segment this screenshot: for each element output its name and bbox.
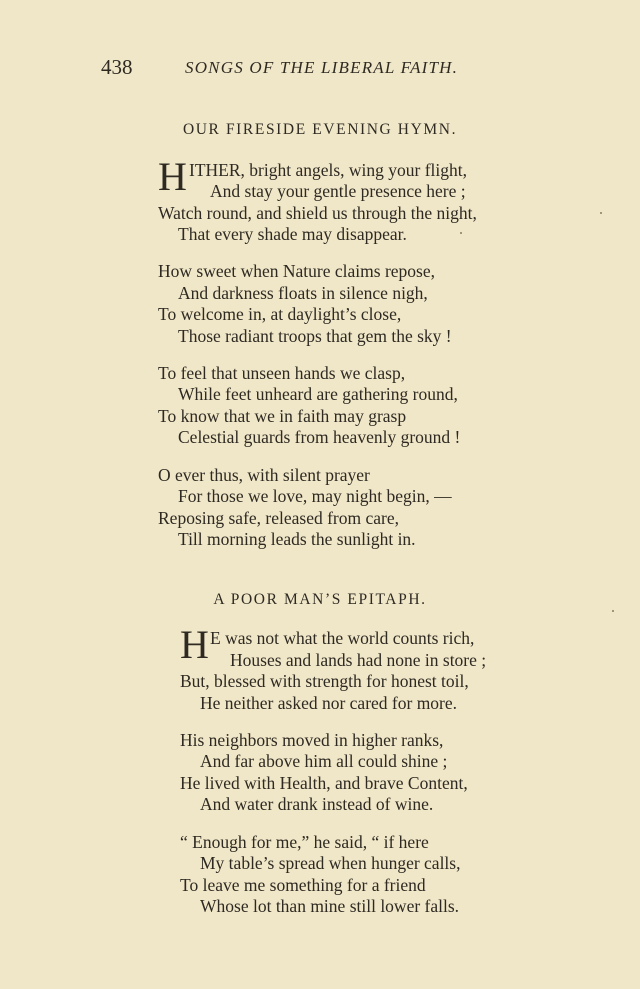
poem-line: And darkness floats in silence nigh, [178, 283, 428, 303]
poem-line: His neighbors moved in higher ranks, [180, 730, 444, 750]
poem-line: To leave me something for a friend [180, 875, 426, 895]
paper-speck [600, 212, 602, 214]
poem-line: Whose lot than mine still lower falls. [200, 896, 460, 916]
drop-cap: H [180, 622, 209, 667]
poem-line: And stay your gentle presence here ; [210, 181, 466, 201]
poem-line: Those radiant troops that gem the sky ! [178, 326, 452, 346]
page-header [0, 55, 640, 81]
poem-line: My table’s spread when hunger calls, [200, 853, 461, 873]
poem-title: A POOR MAN’S EPITAPH. [213, 591, 427, 608]
poem-line: How sweet when Nature claims repose, [158, 261, 435, 281]
poem-line: That every shade may disappear. [178, 224, 407, 244]
poem-line: But, blessed with strength for honest toil, [180, 671, 469, 691]
poem-title: OUR FIRESIDE EVENING HYMN. [182, 121, 458, 138]
page-number: 438 [101, 55, 133, 79]
poem-line: And far above him all could shine ; [200, 751, 448, 771]
drop-cap: H [158, 154, 187, 199]
poem-line: And water drank instead of wine. [200, 794, 434, 814]
poem-line: E was not what the world counts rich, [210, 628, 475, 648]
poem-line: “ Enough for me,” he said, “ if here [180, 832, 429, 852]
poem-line: To know that we in faith may grasp [158, 406, 407, 426]
poem-line: For those we love, may night begin, — [178, 486, 452, 506]
paper-speck [460, 232, 462, 234]
running-title: SONGS OF THE LIBERAL FAITH. [185, 58, 459, 77]
poem-line: Houses and lands had none in store ; [230, 650, 487, 670]
poem-line: ITHER, bright angels, wing your flight, [189, 160, 468, 180]
paper-speck [612, 610, 614, 612]
poem-line: Reposing safe, released from care, [158, 508, 400, 528]
poem-line: He neither asked nor cared for more. [200, 693, 458, 713]
poem-line: He lived with Health, and brave Content, [180, 773, 468, 793]
poem-line: Celestial guards from heavenly ground ! [178, 427, 461, 447]
poem-line: Till morning leads the sunlight in. [178, 529, 416, 549]
poem-line: While feet unheard are gathering round, [178, 384, 458, 404]
poem-line: O ever thus, with silent prayer [158, 465, 370, 485]
poem-line: Watch round, and shield us through the night, [158, 203, 477, 223]
poem-line: To feel that unseen hands we clasp, [158, 363, 406, 383]
poem-line: To welcome in, at daylight’s close, [158, 304, 402, 324]
